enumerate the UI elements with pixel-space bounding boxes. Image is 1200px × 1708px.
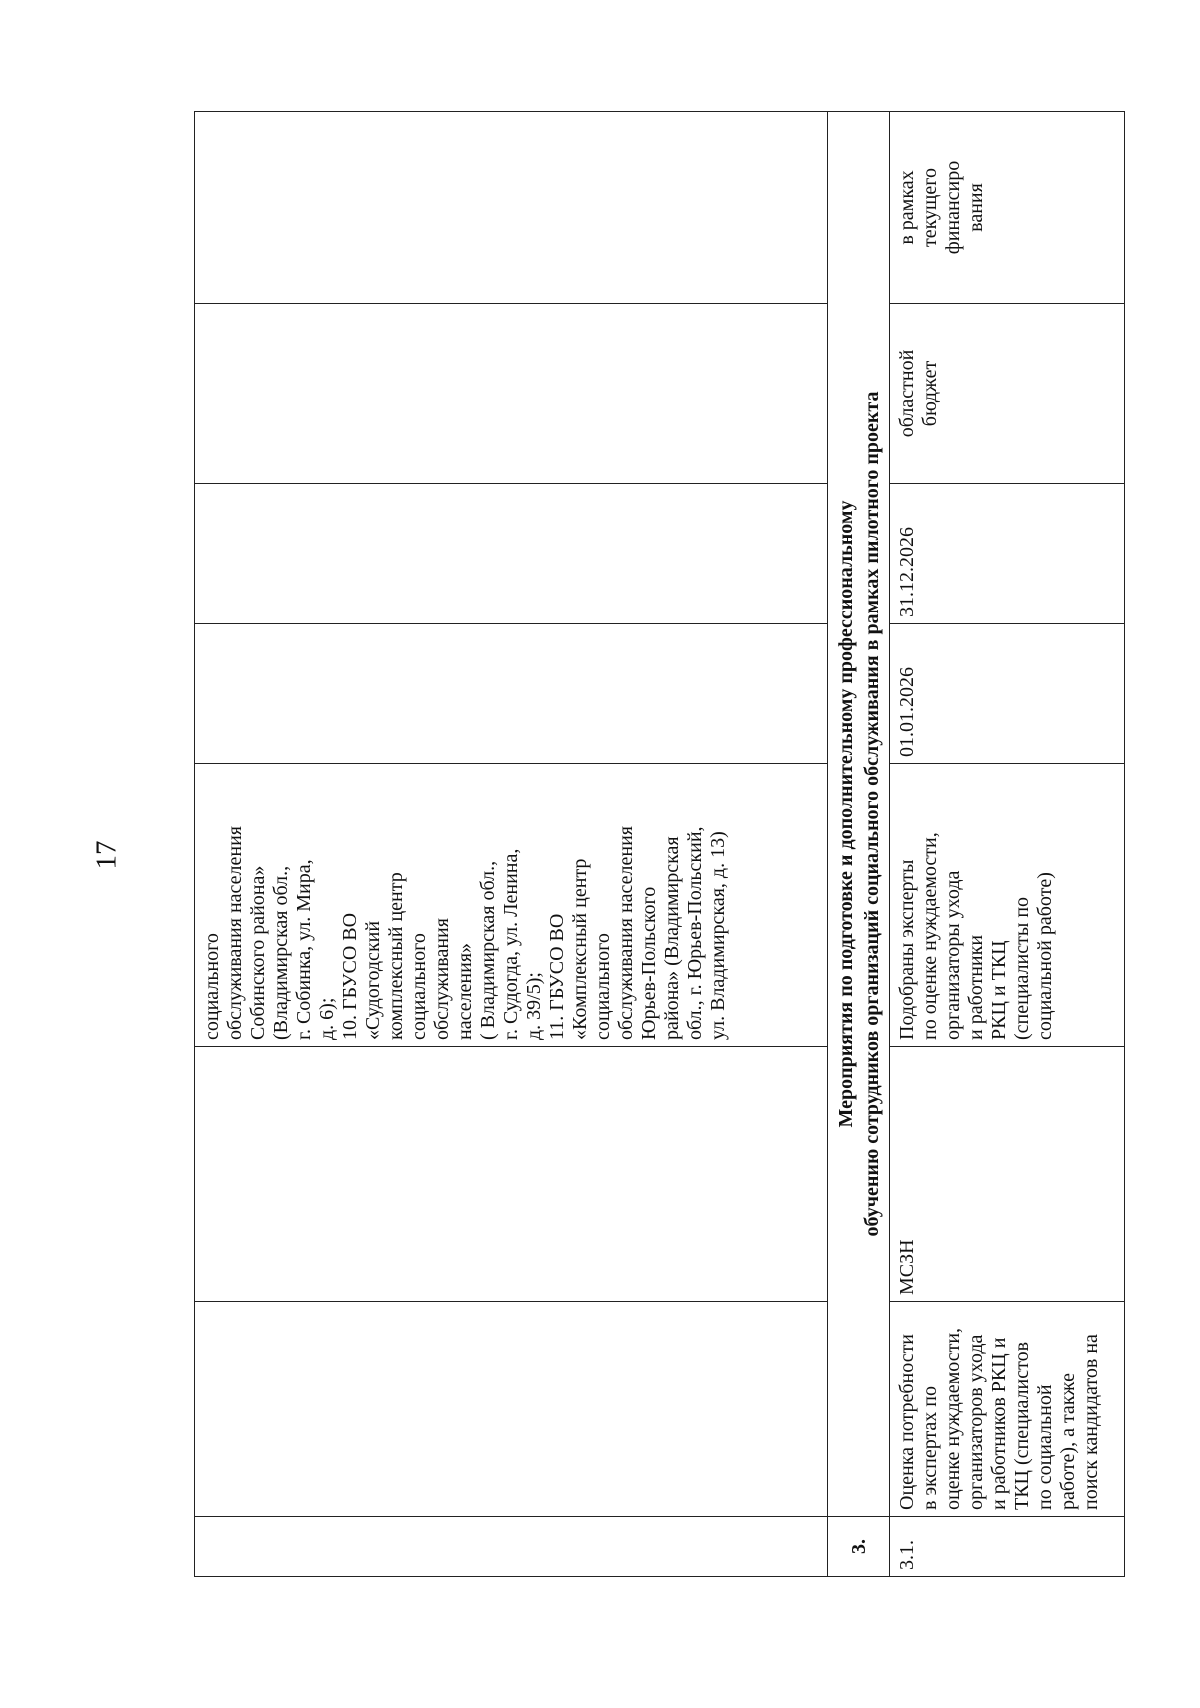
cell-source-empty <box>195 304 828 484</box>
plan-table <box>194 111 1125 1577</box>
cell-num-empty <box>195 1517 828 1577</box>
row-number: 3.1. <box>890 1517 1125 1577</box>
cell-amount-empty <box>195 112 828 304</box>
cell-start-empty <box>195 624 828 764</box>
section-row <box>828 112 890 1577</box>
table-row <box>890 112 1125 1577</box>
row-responsible: МСЗН <box>890 1047 1125 1302</box>
rotated-table-wrapper <box>194 112 1124 1577</box>
cell-responsible-empty <box>195 1047 828 1302</box>
continuation-row <box>195 112 828 1577</box>
row-result: Подобраны эксперты по оценке нуждаемости, организаторы ухода и работники РКЦ и ТКЦ (специалисты по социальной работе) <box>890 764 1125 1047</box>
section-number: 3. <box>828 1517 890 1577</box>
row-funding-source: областной бюджет <box>890 304 1125 484</box>
row-activity: Оценка потребности в экспертах по оценке нуждаемости, организаторов ухода и работников РКЦ и ТКЦ (специалистов по социальной работе), а также поиск кандидатов на <box>890 1302 1125 1517</box>
cell-organizations-list: социального обслуживания населения Собинского района» (Владимирская обл., г. Собинка, ул. Мира, д. 6); 10. ГБУСО ВО «Судогодский комплексный центр социального обслуживания населения» ( Владимирская обл., г. Судогда, ул. Ленина, д. 39/5); 11. ГБУСО ВО «Комплексный центр социального обслуживания населения Юрьев-Польского района» (Владимирская обл., г. Юрьев-Польский, ул. Владимирская, д. 13) <box>195 764 828 1047</box>
section-title: Мероприятия по подготовке и дополнительному профессиональному обучению сотрудников организаций социального обслуживания в рамках пилотного проекта <box>828 112 890 1517</box>
row-end-date: 31.12.2026 <box>890 484 1125 624</box>
cell-activity-empty <box>195 1302 828 1517</box>
page-number: 17 <box>90 840 123 870</box>
row-funding-amount: в рамках текущего финансиро вания <box>890 112 1125 304</box>
row-start-date: 01.01.2026 <box>890 624 1125 764</box>
cell-end-empty <box>195 484 828 624</box>
